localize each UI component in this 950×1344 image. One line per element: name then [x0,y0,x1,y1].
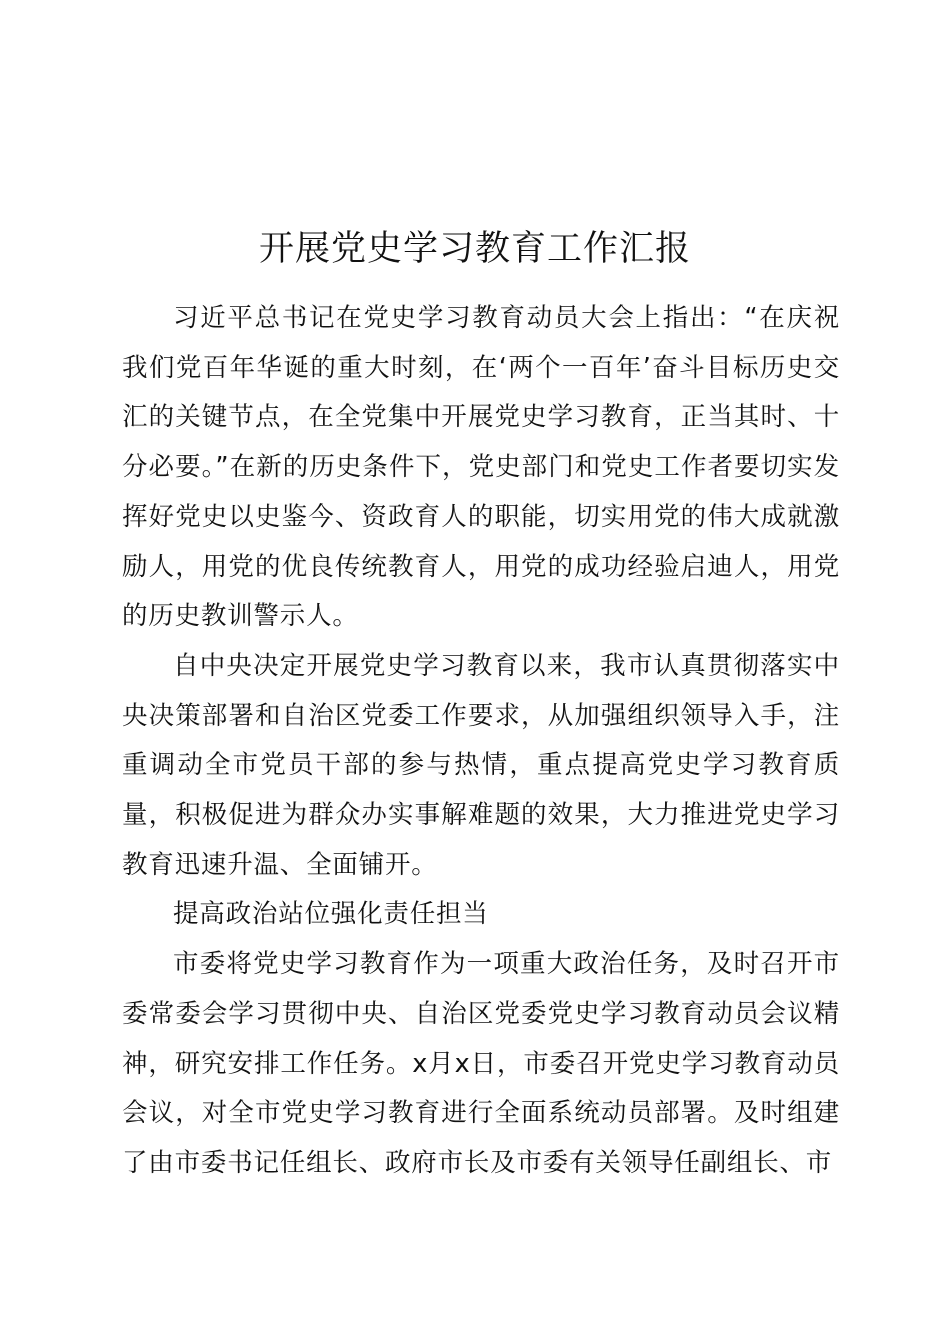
document-title: 开展党史学习教育工作汇报 [258,229,691,269]
document-body [122,294,840,1189]
paragraph-section-body: 市委将党史学习教育作为一项重大政治任务，及时召开市委常委会学习贯彻中央、自治区党委党史学习教育动员会议精神，研究安排工作任务。x月x日，市委召开党史学习教育动员会议，对全市党史学习教育进行全面系统动员部署。及时组建了由市委书记任组长、政府市长及市委有关领导任副组长、市 [122,949,840,1178]
paragraph-intro: 习近平总书记在党史学习教育动员大会上指出：“在庆祝我们党百年华诞的重大时刻，在‘两个一百年’奋斗目标历史交汇的关键节点，在全党集中开展党史学习教育，正当其时、十分必要。”在新的历史条件下，党史部门和党史工作者要切实发挥好党史以史鉴今、资政育人的职能，切实用党的伟大成就激励人，用党的优良传统教育人，用党的成功经验启迪人，用党的历史教训警示人。 [122,303,840,632]
section-heading: 提高政治站位强化责任担当 [173,899,489,930]
paragraph-overview: 自中央决定开展党史学习教育以来，我市认真贯彻落实中央决策部署和自治区党委工作要求，从加强组织领导入手，注重调动全市党员干部的参与热情，重点提高党史学习教育质量，积极促进为群众办实事解难题的效果，大力推进党史学习教育迅速升温、全面铺开。 [122,650,840,880]
